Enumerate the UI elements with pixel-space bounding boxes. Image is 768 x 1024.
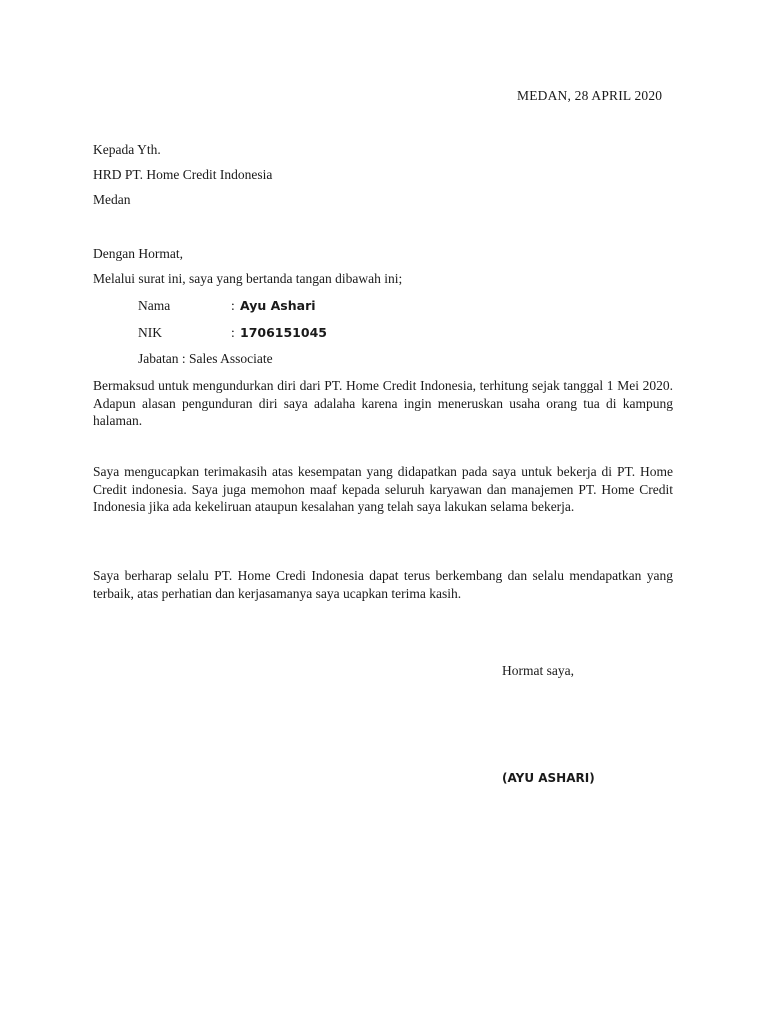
name-colon: : [231, 298, 235, 313]
recipient-line-3: Medan [93, 192, 131, 207]
recipient-line-1: Kepada Yth. [93, 142, 161, 157]
nik-label: NIK [138, 325, 162, 340]
nik-value: 1706151045 [240, 325, 327, 340]
name-value: Ayu Ashari [240, 298, 316, 313]
signature-name: (AYU ASHARI) [502, 771, 595, 785]
closing: Hormat saya, [502, 663, 574, 678]
salutation: Dengan Hormat, [93, 246, 183, 261]
intro-line: Melalui surat ini, saya yang bertanda tangan dibawah ini; [93, 271, 403, 286]
recipient-line-2: HRD PT. Home Credit Indonesia [93, 167, 273, 182]
paragraph-resignation: Bermaksud untuk mengundurkan diri dari PT. Home Credit Indonesia, terhitung sejak tanggal 1 Mei 2020. Adapun alasan pengunduran diri saya adalaha karena ingin meneruskan usaha orang tua di kampung halaman. [93, 378, 673, 428]
letter-date: MEDAN, 28 APRIL 2020 [517, 88, 663, 103]
nik-colon: : [231, 325, 235, 340]
name-label: Nama [138, 298, 171, 313]
paragraph-hope: Saya berharap selalu PT. Home Credi Indonesia dapat terus berkembang dan selalu mendapatkan yang terbaik, atas perhatian dan kerjasamanya saya ucapkan terima kasih. [93, 568, 673, 601]
position-line: Jabatan : Sales Associate [138, 351, 273, 366]
paragraph-thanks: Saya mengucapkan terimakasih atas kesempatan yang didapatkan pada saya untuk bekerja di PT. Home Credit indonesia. Saya juga memohon maaf kepada seluruh karyawan dan manajemen PT. Home Credit Indonesia jika ada kekeliruan ataupun kesalahan yang telah saya lakukan selama bekerja. [93, 464, 673, 514]
